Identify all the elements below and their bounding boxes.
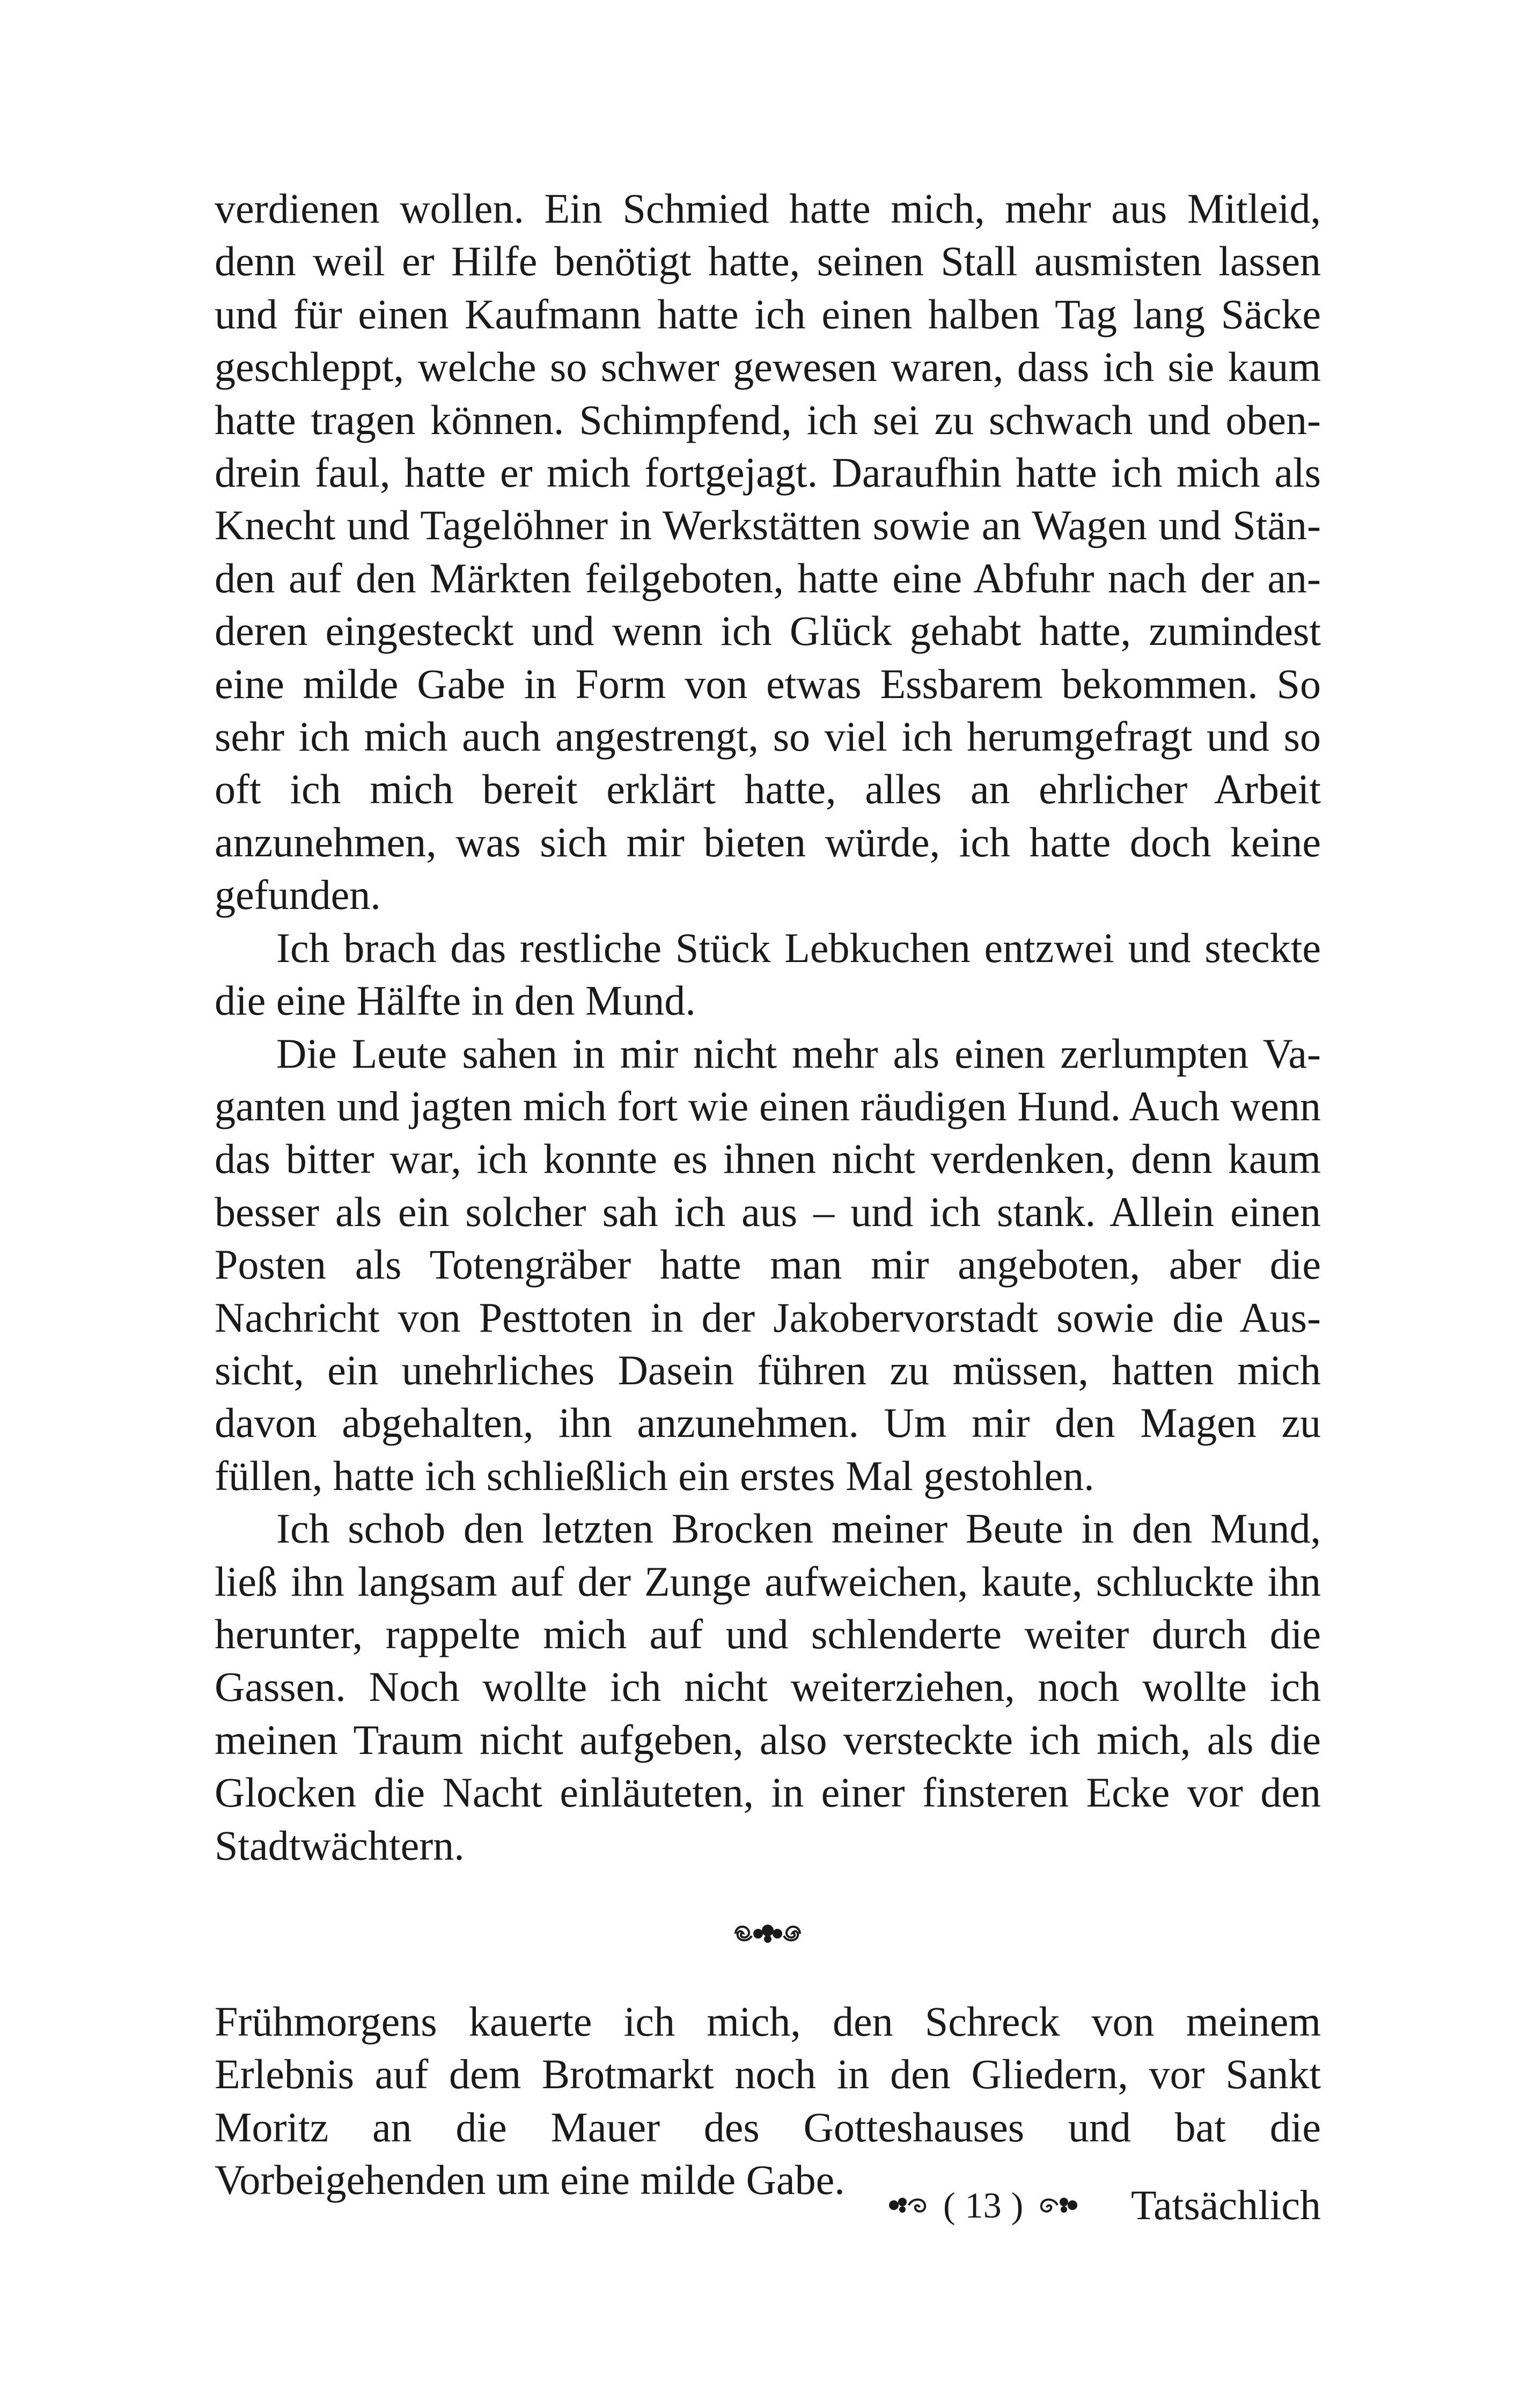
right-folio-ornament-icon xyxy=(1033,2192,1081,2218)
fleuron-icon xyxy=(725,1917,811,1951)
page-number-block xyxy=(885,2178,1081,2232)
page-number-close-paren: ) xyxy=(1011,2185,1024,2226)
page-footer xyxy=(215,2178,1321,2232)
catchword: Tatsächlich xyxy=(1130,2182,1321,2228)
page-number: 13 xyxy=(965,2185,1002,2226)
left-folio-ornament-icon xyxy=(885,2192,934,2218)
paragraph-2: Ich brach das restliche Stück Lebkuchen entzwei und steckte die eine Hälfte in den Mund. xyxy=(215,924,1321,1024)
paragraph-3: Die Leute sahen in mir nicht mehr als einen zerlumpten Vaganten und jagten mich fort wie einen räudigen Hund. Auch wenn das bitter war, ich konnte es ihnen nicht verdenken, denn kaum besser als ein solcher sah ich aus – und ich stank. Allein einen Posten als Totengräber hatte man mir angeboten, aber die Nachricht von Pesttoten in der Jakobervorstadt sowie die Aussicht, ein unehrliches Dasein führen zu müssen, hatten mich davon abgehalten, ihn anzunehmen. Um mir den Magen zu füllen, hatte ich schließlich ein erstes Mal gestohlen. xyxy=(215,1030,1321,1499)
section-divider xyxy=(215,1872,1321,1995)
paragraph-4: Ich schob den letzten Brocken meiner Beute in den Mund, ließ ihn langsam auf der Zunge aufweichen, kaute, schluckte ihn herunter, rappelte mich auf und schlenderte weiter durch die Gassen. Noch wollte ich nicht weiterziehen, noch wollte ich meinen Traum nicht aufgeben, also versteckte ich mich, als die Glocken die Nacht einläuteten, in einer finsteren Ecke vor den Stadtwächtern. xyxy=(215,1505,1321,1869)
page-body xyxy=(215,182,1321,2207)
paragraph-1: verdienen wollen. Ein Schmied hatte mich, mehr aus Mitleid, denn weil er Hilfe benötigt hatte, seinen Stall ausmisten lassen und für einen Kaufmann hatte ich einen halben Tag lang Säcke geschleppt, welche so schwer gewesen waren, dass ich sie kaum hatte tragen können. Schimpfend, ich sei zu schwach und obendrein faul, hatte er mich fortgejagt. Daraufhin hatte ich mich als Knecht und Tagelöhner in Werkstätten sowie an Wagen und Ständen auf den Märkten feilgeboten, hatte eine Abfuhr nach der anderen eingesteckt und wenn ich Glück gehabt hatte, zumindest eine milde Gabe in Form von etwas Essbarem bekommen. So sehr ich mich auch angestrengt, so viel ich herumgefragt und so oft ich mich bereit erklärt hatte, alles an ehrlicher Arbeit anzunehmen, was sich mir bieten würde, ich hatte doch keine gefunden. xyxy=(215,185,1321,919)
paragraph-5: Frühmorgens kauerte ich mich, den Schreck von meinem Erlebnis auf dem Brotmarkt noch in den Gliedern, vor Sankt Moritz an die Mauer des Gotteshauses und bat die Vorbeigehenden um eine milde Gabe. xyxy=(215,1998,1321,2204)
page-number-open-paren: ( xyxy=(943,2185,956,2226)
